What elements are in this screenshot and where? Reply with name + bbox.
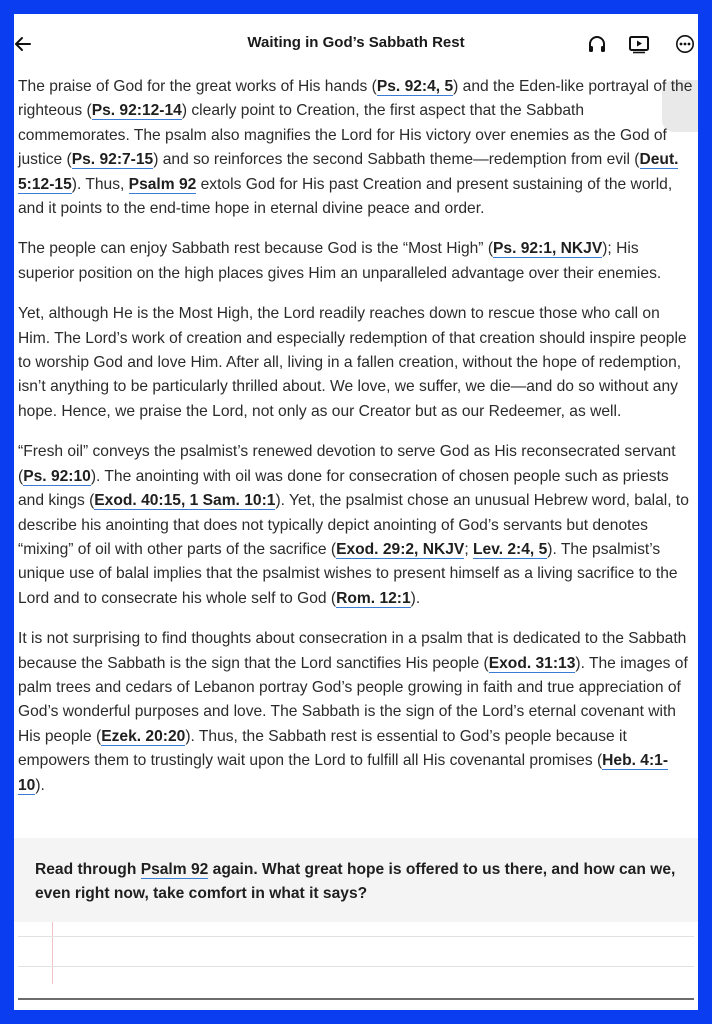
notes-area[interactable] (18, 922, 694, 984)
discussion-question-box (14, 838, 698, 922)
text-run: Yet, although He is the Most High, the Lord readily reaches down to rescue those who call on Him. The Lord’s work of creation and especially redemption of that creation should inspire people to worship God and love Him. After all, living in a fallen creation, without the hope of redemption, isn’t anything to be particularly thrilled about. We love, we suffer, we die—and do so without any hope. Hence, we praise the Lord, not only as our Creator but as our Redeemer, as well. (18, 305, 687, 420)
scripture-reference-link[interactable]: Exod. 29:2, NKJV (336, 540, 465, 558)
text-run: ) and so reinforces the second Sabbath theme—redemption from evil ( (153, 151, 640, 169)
scripture-reference-link[interactable]: Heb. 4:1-10 (18, 752, 669, 794)
video-icon[interactable] (627, 32, 651, 56)
scripture-reference-link[interactable]: Ps. 92:4, 5 (376, 78, 454, 95)
text-run: ). Thus, (71, 175, 129, 193)
text-run: ; (464, 540, 473, 558)
scripture-reference-link[interactable]: Deut. 5:12-15 (18, 151, 679, 193)
scripture-reference-link[interactable]: Ps. 92:1, NKJV (493, 240, 603, 258)
scripture-reference-link[interactable]: Rom. 12:1 (336, 589, 411, 607)
headphones-icon[interactable] (585, 32, 609, 56)
text-run: again. What great hope is offered to us there, and how can we, even right now, take comfort in what it says? (35, 861, 676, 903)
scripture-reference-link[interactable]: Exod. 31:13 (488, 654, 576, 672)
paragraph (18, 440, 694, 611)
divider (18, 998, 694, 1000)
page-title: Waiting in God’s Sabbath Rest (247, 34, 465, 51)
text-run: ). Yet, the psalmist chose an unusual Hebrew word, balal, to describe his anointing that does not typically depict anointing of God’s servants but denotes “mixing” of oil with other parts of the sacrifice ( (18, 492, 689, 558)
scripture-reference-link[interactable]: Ezek. 20:20 (101, 727, 186, 745)
text-run: ) clearly point to Creation, the first aspect that the Sabbath commemorates. The psalm also magnifies the Lord for His victory over enemies as the God of justice ( (18, 102, 667, 169)
scripture-reference-link[interactable]: Ps. 92:10 (23, 467, 91, 485)
text-run: ); His superior position on the high places gives Him an unparalleled advantage over their enemies. (18, 240, 662, 282)
paragraph (18, 237, 694, 286)
scripture-reference-link[interactable]: Ps. 92:7-15 (71, 151, 154, 169)
scripture-reference-link[interactable]: Psalm 92 (140, 861, 209, 878)
text-run: Read through (35, 861, 141, 878)
paragraph (18, 75, 694, 221)
text-run: It is not surprising to find thoughts about consecration in a psalm that is dedicated to the Sabbath because the Sabbath is the sign that the Lord sanctifies His people ( (18, 630, 687, 672)
text-run: ). (35, 776, 45, 794)
text-run: ) and the Eden-like portrayal of the righteous ( (18, 78, 693, 120)
paragraph (18, 302, 694, 424)
text-run: ). (410, 589, 421, 607)
text-run: extols God for His past Creation and present sustaining of the world, and it points to the end-time hope in eternal divine peace and order. (18, 175, 673, 218)
discussion-question (35, 858, 685, 907)
text-run: ). Thus, the Sabbath rest is essential to God’s people because it empowers them to trustingly wait upon the Lord to fulfill all His covenantal promises ( (18, 727, 627, 770)
scripture-reference-link[interactable]: Ps. 92:12-14 (91, 102, 182, 120)
lesson-body (18, 75, 694, 814)
text-run: The praise of God for the great works of His hands ( (18, 78, 377, 95)
scripture-reference-link[interactable]: Exod. 40:15, 1 Sam. 10:1 (94, 492, 276, 510)
notes-margin-line (52, 922, 53, 984)
text-run: ). The images of palm trees and cedars of Lebanon portray God’s people growing in faith and true appreciation of God’s wonderful purposes and love. The Sabbath is the sign of the Lord’s eternal covenant with His people ( (18, 654, 688, 745)
more-icon[interactable] (673, 32, 697, 56)
text-run: The people can enjoy Sabbath rest because God is the “Most High” ( (18, 240, 494, 258)
top-bar (14, 14, 698, 72)
scripture-reference-link[interactable]: Psalm 92 (128, 175, 197, 193)
paragraph (18, 627, 694, 798)
notes-rule (18, 936, 694, 937)
text-run: “Fresh oil” conveys the psalmist’s renewed devotion to serve God as His reconsecrated servant ( (18, 443, 676, 485)
reader-screen (14, 14, 698, 1010)
notes-rule (18, 966, 694, 967)
text-run: ). The psalmist’s unique use of balal implies that the psalmist wishes to present himself as a living sacrifice to the Lord and to consecrate his whole self to God ( (18, 540, 678, 607)
text-run: ). The anointing with oil was done for consecration of chosen people such as priests and kings ( (18, 467, 669, 510)
scripture-reference-link[interactable]: Lev. 2:4, 5 (473, 540, 548, 558)
